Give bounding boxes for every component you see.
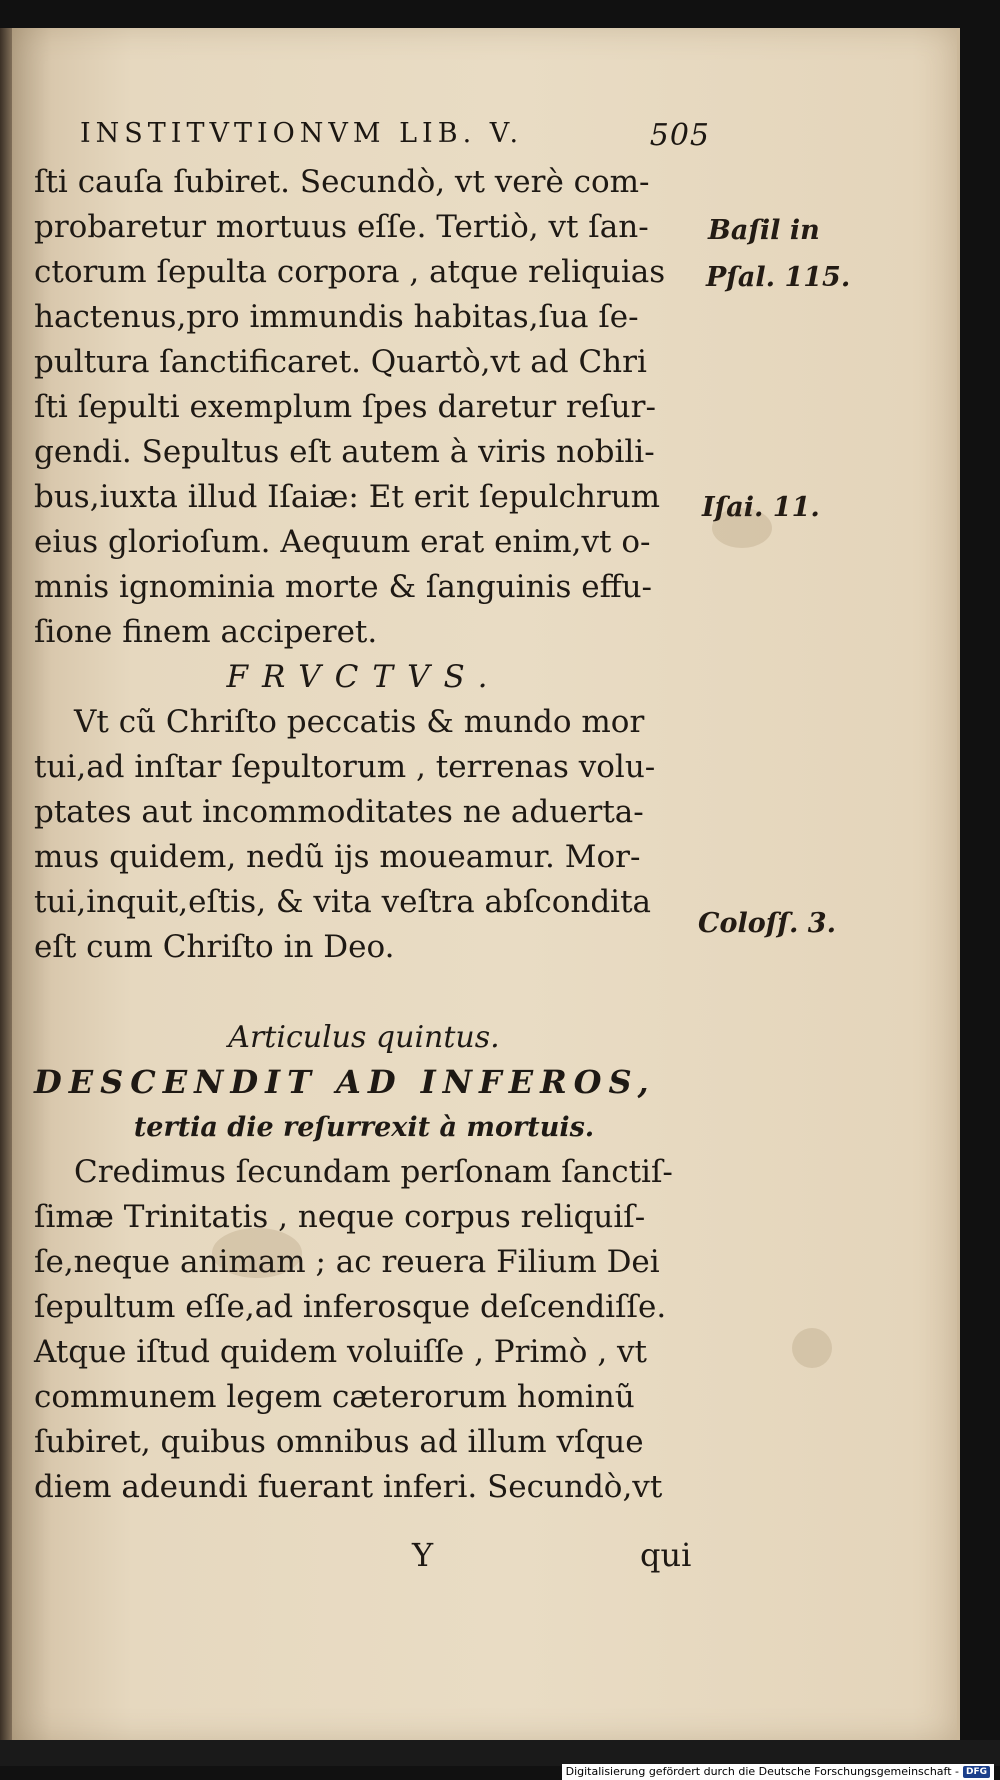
digitization-footer <box>562 1764 994 1780</box>
running-title: INSTITVTIONVM LIB. V. <box>80 118 524 149</box>
text-line: ſti ſepulti exemplum ſpes daretur reſur- <box>34 389 656 425</box>
text-line: Vt cũ Chriſto peccatis & mundo mor <box>74 704 645 740</box>
text-line: diem adeundi fuerant inferi. Secundò,vt <box>34 1469 663 1505</box>
text-line: ſti cauſa ſubiret. Secundò, vt verè com- <box>34 164 650 200</box>
page-number: 505 <box>649 118 710 153</box>
paper-stain <box>792 1328 832 1368</box>
text-line: mnis ignominia morte & ſanguinis effu- <box>34 569 653 605</box>
creed-subheading: tertia die reſurrexit à mortuis. <box>133 1112 595 1143</box>
margin-note-colossians: Coloſſ. 3. <box>698 908 836 939</box>
text-line: gendi. Sepultus eſt autem à viris nobili- <box>34 434 655 470</box>
scan-bottom-edge <box>0 1740 1000 1766</box>
text-line: Credimus ſecundam perſonam ſanctiſ- <box>74 1154 673 1190</box>
signature-mark: Y <box>412 1536 434 1574</box>
dfg-logo: DFG <box>963 1766 990 1778</box>
text-line: tui,inquit,eſtis, & vita veſtra abſcondita <box>34 884 652 920</box>
margin-note-psalm: Pſal. 115. <box>706 262 851 293</box>
article-heading: Articulus quintus. <box>228 1020 500 1055</box>
text-line: pultura ſanctificaret. Quartò,vt ad Chri <box>34 344 647 380</box>
text-line: ptates aut incommoditates ne aduerta- <box>34 794 644 830</box>
text-line: communem legem cæterorum hominũ <box>34 1379 635 1415</box>
creed-heading: DESCENDIT AD INFEROS, <box>34 1063 656 1101</box>
text-line: Atque iſtud quidem voluiſſe , Primò , vt <box>34 1334 647 1370</box>
text-line: ſubiret, quibus omnibus ad illum vſque <box>34 1424 644 1460</box>
text-line: bus,iuxta illud Iſaiæ: Et erit ſepulchrum <box>34 479 661 515</box>
text-line: ſepultum eſſe,ad inferosque deſcendiſſe. <box>34 1289 667 1325</box>
text-line: hactenus,pro immundis habitas,ſua ſe- <box>34 299 639 335</box>
margin-note-isaiah: Iſai. 11. <box>702 492 820 523</box>
text-line: ſione finem acciperet. <box>34 614 378 650</box>
text-line: tui,ad inſtar ſepultorum , terrenas volu- <box>34 749 656 785</box>
margin-note-basil: Baſil in <box>708 215 820 246</box>
text-line: eſt cum Chriſto in Deo. <box>34 929 395 965</box>
text-line: eius glorioſum. Aequum erat enim,vt o- <box>34 524 651 560</box>
catchword: qui <box>640 1536 692 1574</box>
text-line: ſe,neque animam ; ac reuera Filium Dei <box>34 1244 660 1280</box>
text-line: ſimæ Trinitatis , neque corpus reliquiſ- <box>34 1199 646 1235</box>
text-line: mus quidem, nedũ ijs moueamur. Mor- <box>34 839 641 875</box>
running-header <box>80 118 710 158</box>
footer-text: Digitalisierung gefördert durch die Deutsche Forschungsgemeinschaft - <box>565 1765 959 1778</box>
spacer <box>34 970 694 1015</box>
main-text <box>34 160 694 1510</box>
text-line: ctorum ſepulta corpora , atque reliquias <box>34 254 666 290</box>
text-line: probaretur mortuus eſſe. Tertiò, vt ſan- <box>34 209 649 245</box>
fructus-heading: FRVCTVS. <box>226 659 502 695</box>
